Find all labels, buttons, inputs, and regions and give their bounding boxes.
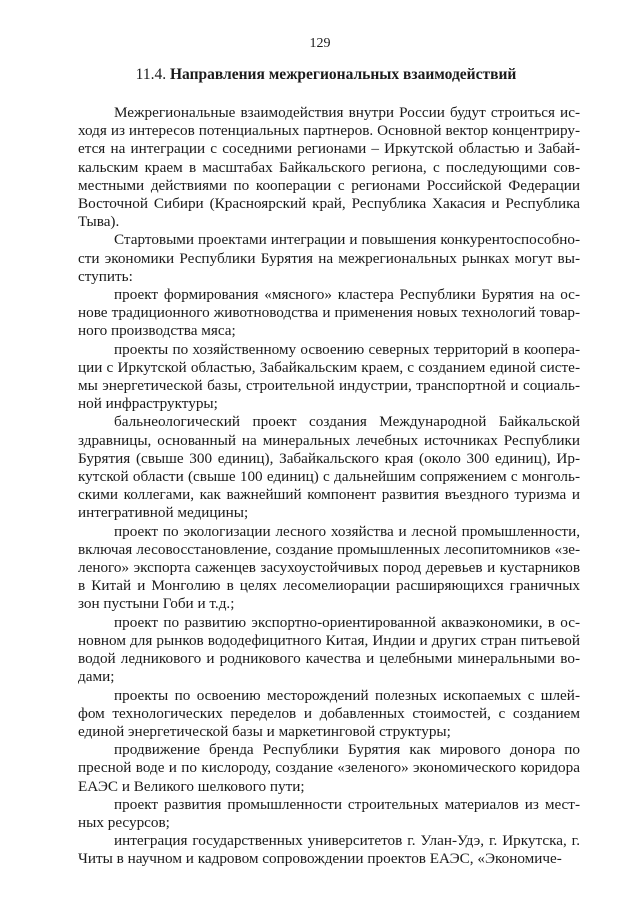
list-item-balneological-project: бальнеологический проект создания Международной Байкальской здравницы, основанный на минеральных лечебных источниках Республики Бурятия (свыше 300 единиц), Забайкальского края (около 300 единиц), Иркутской области (свыше 100 единиц) с дальнейшим сопряжением с монгольскими коллегами, как важнейший компонент развития въездного туризма и интегративной медицины;: [78, 413, 580, 522]
list-item-mineral-deposits: проекты по освоению месторождений полезных ископаемых с шлейфом технологических переделов и добавленных стоимостей, с созданием единой энергетической базы и маркетинговой структуры;: [78, 686, 580, 740]
list-item-universities: интеграция государственных университетов г. Улан-Удэ, г. Иркутска, г. Читы в научном и кадровом сопровождении проектов ЕАЭС, «Экономиче-: [78, 832, 580, 868]
list-item-meat-cluster: проект формирования «мясного» кластера Республики Бурятия на основе традиционного животноводства и применения новых технологий товарного производства мяса;: [78, 286, 580, 340]
section-number: 11.4.: [135, 66, 167, 83]
page-number: 129: [309, 36, 331, 51]
body-text: [78, 104, 580, 869]
paragraph-starting-projects: Стартовыми проектами интеграции и повышения конкурентоспособности экономики Республики Бурятия на межрегиональных рынках могут выступить:: [78, 231, 580, 285]
section-title: Направления межрегиональных взаимодействий: [169, 66, 517, 83]
list-item-forestry: проект по экологизации лесного хозяйства и лесной промышленности, включая лесовосстановление, создание промышленных лесопитомников «зеленого» экспорта саженцев засухоустойчивых пород деревьев и кустарников в Китай и Монголию в целях лесомелиорации расширяющихся граничных зон пустыни Гоби и т.д.;: [78, 522, 580, 613]
section-heading: [78, 66, 574, 84]
list-item-brand-promotion: продвижение бренда Республики Бурятия как мирового донора по пресной воде и по кислороду, создание «зеленого» экономического коридора ЕАЭС и Великого шелкового пути;: [78, 741, 580, 795]
list-item-northern-territories: проекты по хозяйственному освоению северных территорий в кооперации с Иркутской областью, Забайкальским краем, с созданием единой системы энергетической базы, строительной индустрии, транспортной и социальной инфраструктуры;: [78, 340, 580, 413]
list-item-building-materials: проект развития промышленности строительных материалов из местных ресурсов;: [78, 795, 580, 831]
paragraph-intro: Межрегиональные взаимодействия внутри России будут строиться исходя из интересов потенциальных партнеров. Основной вектор концентрируется на интеграции с соседними регионами – Иркутской областью и Забайкальским краем в масштабах Байкальского региона, с последующими совместными действиями по кооперации с регионами Российской Федерации Восточной Сибири (Красноярский край, Республика Хакасия и Республика Тыва).: [78, 104, 580, 231]
list-item-aquaeconomy: проект по развитию экспортно-ориентированной аквaэкономики, в основном для рынков вододефицитного Китая, Индии и других стран питьевой водой ледникового и родникового качества и целебными минеральными водами;: [78, 613, 580, 686]
